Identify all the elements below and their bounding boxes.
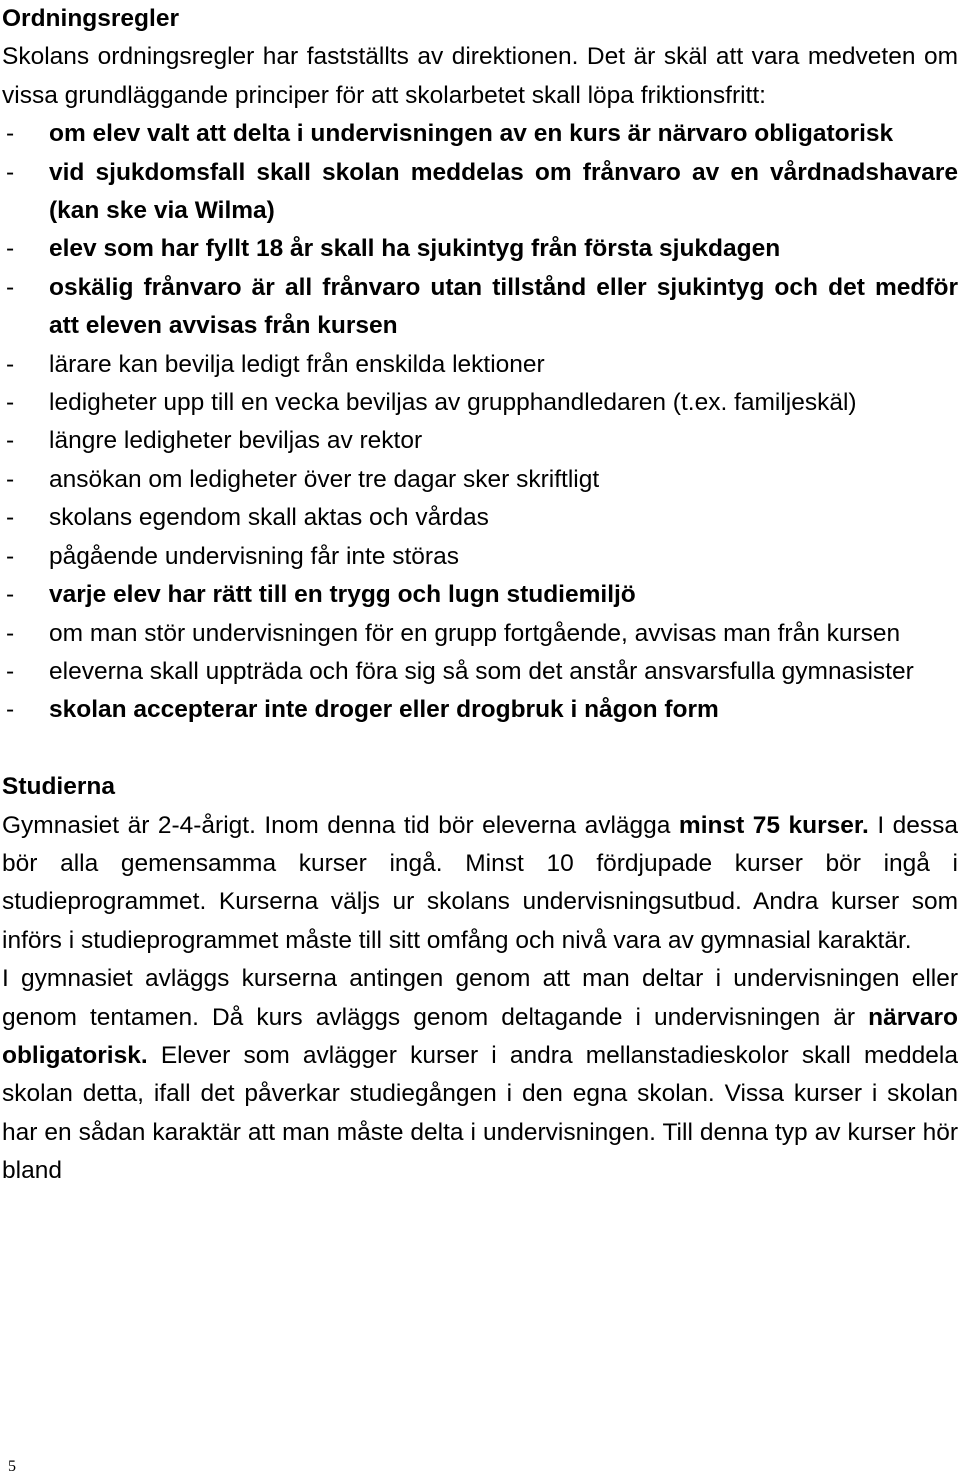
- p1-text-bold: minst 75 kurser.: [678, 811, 869, 839]
- studierna-paragraph-2: [2, 960, 958, 1190]
- rule-dash: -: [6, 235, 15, 263]
- rule-dash: -: [6, 158, 15, 186]
- rule-dash: -: [6, 619, 15, 647]
- rule-item: [2, 499, 958, 537]
- rule-text: om elev valt att delta i undervisningen av en kurs är närvaro obligatorisk: [49, 120, 894, 148]
- rule-dash: -: [6, 504, 15, 532]
- rule-item: [2, 538, 958, 576]
- p2-text-bold: närvaro obligatorisk.: [2, 1003, 958, 1069]
- rule-dash: -: [6, 120, 15, 148]
- page-number: 5: [8, 1458, 16, 1475]
- rule-item: [2, 691, 958, 729]
- rule-dash: -: [6, 427, 15, 455]
- rule-item: [2, 653, 958, 691]
- rule-text: skolans egendom skall aktas och vårdas: [49, 504, 489, 532]
- p2-text-c: Elever som avlägger kurser i andra mellanstadieskolor skall meddela skolan detta, ifall det påverkar studiegången i den egna skolan. Vissa kurser i skolan har en sådan karaktär att man måste delta i undervisningen. Till denna typ av kurser hör bland: [2, 1041, 958, 1185]
- rule-text: vid sjukdomsfall skall skolan meddelas om frånvaro av en vårdnadshavare (kan ske via Wilma): [49, 158, 958, 225]
- rule-dash: -: [6, 465, 15, 493]
- page-content: [2, 0, 958, 1191]
- rule-text: eleverna skall uppträda och föra sig så som det anstår ansvarsfulla gymnasister: [49, 657, 914, 685]
- rule-item: [2, 422, 958, 460]
- rule-text: varje elev har rätt till en trygg och lugn studiemiljö: [49, 581, 636, 609]
- rule-text: pågående undervisning får inte störas: [49, 542, 459, 570]
- heading-ordningsregler: Ordningsregler: [2, 5, 179, 32]
- rules-list: [2, 115, 958, 730]
- rule-text: ledigheter upp till en vecka beviljas av grupphandledaren (t.ex. familjeskäl): [49, 389, 857, 417]
- rule-text: ansökan om ledigheter över tre dagar sker skriftligt: [49, 465, 600, 493]
- rule-item: [2, 384, 958, 422]
- rule-item: [2, 461, 958, 499]
- rule-item: [2, 576, 958, 614]
- intro-paragraph: Skolans ordningsregler har fastställts av direktionen. Det är skäl att vara medveten om vissa grundläggande principer för att skolarbetet skall löpa friktionsfritt:: [2, 43, 958, 109]
- rule-dash: -: [6, 696, 15, 724]
- rule-dash: -: [6, 657, 15, 685]
- p1-text-c: I dessa bör alla gemensamma kurser ingå. Minst 10 fördjupade kurser bör ingå i studieprogrammet. Kurserna väljs ur skolans undervisningsutbud. Andra kurser som införs i studieprogrammet måste till sitt omfång och nivå vara av gymnasial karaktär.: [2, 811, 958, 954]
- rule-dash: -: [6, 350, 15, 378]
- p2-text-a: I gymnasiet avläggs kurserna antingen genom att man deltar i undervisningen eller genom tentamen. Då kurs avläggs genom deltagande i undervisningen är: [2, 965, 958, 1031]
- heading-studierna: Studierna: [2, 773, 115, 801]
- rule-item: [2, 615, 958, 653]
- rule-dash: -: [6, 273, 15, 301]
- rule-dash: -: [6, 389, 15, 417]
- rule-text: elev som har fyllt 18 år skall ha sjukintyg från första sjukdagen: [49, 235, 781, 263]
- rule-text: längre ledigheter beviljas av rektor: [49, 427, 423, 455]
- rule-text: skolan accepterar inte droger eller drogbruk i någon form: [49, 696, 719, 724]
- rule-text: oskälig frånvaro är all frånvaro utan tillstånd eller sjukintyg och det medför att eleven avvisas från kursen: [49, 273, 958, 340]
- rule-item: [2, 115, 958, 153]
- rule-item: [2, 269, 958, 346]
- rule-item: [2, 154, 958, 231]
- rule-dash: -: [6, 542, 15, 570]
- rule-item: [2, 346, 958, 384]
- rule-text: lärare kan bevilja ledigt från enskilda lektioner: [49, 350, 545, 378]
- rule-text: om man stör undervisningen för en grupp fortgående, avvisas man från kursen: [49, 619, 901, 647]
- rule-item: [2, 230, 958, 268]
- studierna-paragraph-1: [2, 807, 958, 961]
- p1-text-a: Gymnasiet är 2-4-årigt. Inom denna tid bör eleverna avlägga: [2, 811, 679, 839]
- rule-dash: -: [6, 581, 15, 609]
